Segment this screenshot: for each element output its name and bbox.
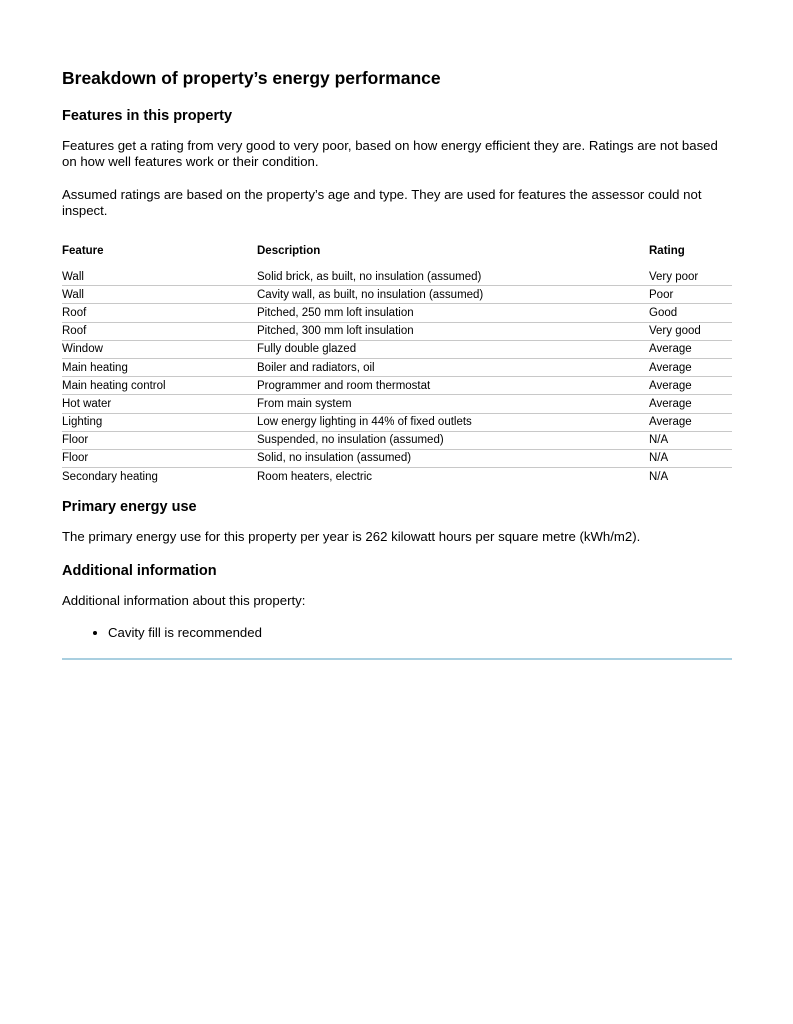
table-row bbox=[62, 377, 732, 395]
description-cell: Cavity wall, as built, no insulation (assumed) bbox=[257, 286, 649, 304]
table-row bbox=[62, 468, 732, 486]
features-table bbox=[62, 241, 732, 485]
feature-cell: Floor bbox=[62, 431, 257, 449]
rating-cell: N/A bbox=[649, 431, 732, 449]
features-heading: Features in this property bbox=[62, 108, 233, 124]
rating-cell: Average bbox=[649, 340, 732, 358]
feature-cell: Wall bbox=[62, 286, 257, 304]
rating-cell: Average bbox=[649, 377, 732, 395]
table-row bbox=[62, 358, 732, 376]
feature-cell: Main heating control bbox=[62, 377, 257, 395]
rating-cell: Very good bbox=[649, 322, 732, 340]
description-cell: Pitched, 300 mm loft insulation bbox=[257, 322, 649, 340]
additional-info-intro: Additional information about this property: bbox=[62, 593, 306, 608]
description-cell: Programmer and room thermostat bbox=[257, 377, 649, 395]
table-row bbox=[62, 304, 732, 322]
rating-cell: Poor bbox=[649, 286, 732, 304]
table-row bbox=[62, 340, 732, 358]
rating-cell: Average bbox=[649, 395, 732, 413]
section-divider bbox=[62, 658, 732, 660]
column-header-rating: Rating bbox=[649, 245, 685, 257]
table-row bbox=[62, 449, 732, 467]
features-description: Features get a rating from very good to very poor, based on how energy efficient they are. Ratings are not based on how well features work or their condition. bbox=[62, 138, 718, 169]
rating-cell: Average bbox=[649, 413, 732, 431]
description-cell: From main system bbox=[257, 395, 649, 413]
table-row bbox=[62, 268, 732, 286]
additional-info-list bbox=[62, 624, 262, 641]
table-header-row bbox=[62, 241, 732, 261]
rating-cell: N/A bbox=[649, 449, 732, 467]
table-row bbox=[62, 431, 732, 449]
column-header-feature: Feature bbox=[62, 245, 104, 257]
feature-cell: Wall bbox=[62, 268, 257, 286]
description-cell: Suspended, no insulation (assumed) bbox=[257, 431, 649, 449]
feature-cell: Window bbox=[62, 340, 257, 358]
feature-cell: Floor bbox=[62, 449, 257, 467]
feature-cell: Hot water bbox=[62, 395, 257, 413]
column-header-description: Description bbox=[257, 245, 321, 257]
description-cell: Room heaters, electric bbox=[257, 470, 373, 483]
description-cell: Boiler and radiators, oil bbox=[257, 358, 649, 376]
feature-cell: Lighting bbox=[62, 413, 257, 431]
feature-cell: Secondary heating bbox=[62, 470, 158, 483]
rating-cell: Average bbox=[649, 358, 732, 376]
list-item: • Cavity fill is recommended bbox=[108, 624, 262, 641]
description-cell: Solid brick, as built, no insulation (assumed) bbox=[257, 268, 649, 286]
description-cell: Pitched, 250 mm loft insulation bbox=[257, 304, 649, 322]
page-title: Breakdown of property’s energy performance bbox=[62, 68, 441, 88]
table-row bbox=[62, 395, 732, 413]
assumed-ratings-note: Assumed ratings are based on the property’s age and type. They are used for features the assessor could not inspect. bbox=[62, 187, 702, 218]
feature-cell: Roof bbox=[62, 304, 257, 322]
description-cell: Solid, no insulation (assumed) bbox=[257, 449, 649, 467]
primary-energy-heading: Primary energy use bbox=[62, 499, 197, 515]
rating-cell: N/A bbox=[649, 470, 669, 483]
table-row bbox=[62, 286, 732, 304]
description-cell: Fully double glazed bbox=[257, 340, 649, 358]
table-row bbox=[62, 413, 732, 431]
rating-cell: Very poor bbox=[649, 268, 732, 286]
table-spacer bbox=[62, 261, 732, 268]
rating-cell: Good bbox=[649, 304, 732, 322]
primary-energy-text: The primary energy use for this property per year is 262 kilowatt hours per square metre (kWh/m2). bbox=[62, 529, 641, 544]
feature-cell: Roof bbox=[62, 322, 257, 340]
description-cell: Low energy lighting in 44% of fixed outlets bbox=[257, 413, 649, 431]
table-row bbox=[62, 322, 732, 340]
additional-info-heading: Additional information bbox=[62, 563, 217, 579]
feature-cell: Main heating bbox=[62, 358, 257, 376]
